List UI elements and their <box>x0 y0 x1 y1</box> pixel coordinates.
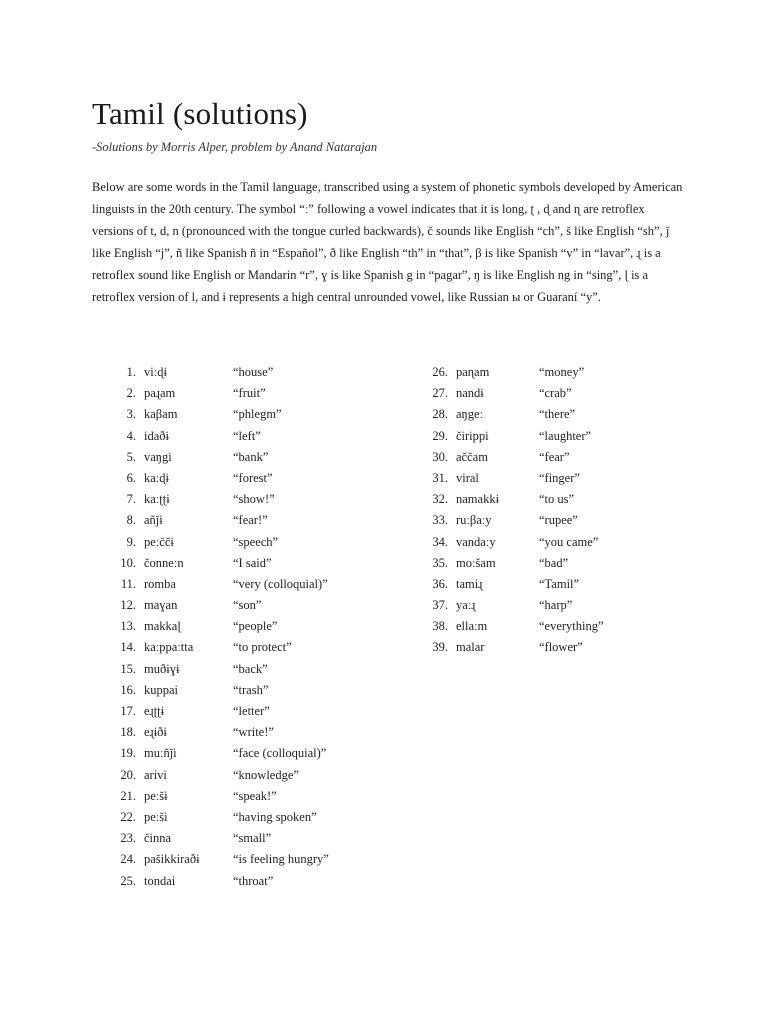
tamil-word: kuppai <box>144 682 179 697</box>
entry-number: 19. <box>120 746 136 761</box>
english-gloss: “Tamil” <box>539 576 580 591</box>
entry-number: 10. <box>120 555 136 570</box>
word-entry <box>108 722 329 743</box>
word-entry <box>108 765 329 786</box>
word-entry <box>420 426 604 447</box>
tamil-word: paɻam <box>144 386 176 401</box>
tamil-word: malar <box>456 640 485 655</box>
entry-number: 31. <box>432 470 448 485</box>
word-entry <box>108 489 329 510</box>
intro-paragraph: Below are some words in the Tamil language, transcribed using a system of phonetic symbols developed by American linguists in the 20th century. The symbol “ː” following a vowel indicates that it is long, ʈ , ɖ and ɳ are retroflex versions of t, d, n (pronounced with the tongue curled backwards), č sounds like English “ch”, š like English “sh”, ǰ like English “j”, ñ like Spanish ñ in “Español”, ð like English “th” in “that”, β is like Spanish “v” in “lavar”, ɻ is a retroflex sound like English or Mandarin “r”, ɣ is like Spanish g in “pagar”, ŋ is like English ng in “sing”, ɭ is a retroflex version of l, and ɨ represents a high central unrounded vowel, like Russian ы or Guaraní “y”. <box>92 180 683 304</box>
word-entry <box>108 532 329 553</box>
english-gloss: “to us” <box>539 492 575 507</box>
entry-number: 25. <box>120 873 136 888</box>
entry-number: 8. <box>126 513 136 528</box>
entry-number: 18. <box>120 725 136 740</box>
english-gloss: “house” <box>233 365 274 379</box>
entry-number: 36. <box>432 576 448 591</box>
entry-number: 37. <box>432 598 448 613</box>
word-entry <box>420 553 604 574</box>
tamil-word: maɣan <box>144 598 178 613</box>
english-gloss: “harp” <box>539 598 573 613</box>
tamil-word: ruːβaːy <box>456 513 492 528</box>
word-entry <box>420 637 604 658</box>
entry-number: 38. <box>432 619 448 634</box>
word-entry <box>420 447 604 468</box>
english-gloss: “bank” <box>233 449 269 464</box>
entry-number: 33. <box>432 513 448 528</box>
tamil-word: aŋgeː <box>456 407 484 422</box>
word-entry <box>108 553 329 574</box>
english-gloss: “having spoken” <box>233 809 317 824</box>
word-entry <box>108 362 329 383</box>
entry-number: 30. <box>432 449 448 464</box>
word-entry <box>420 532 604 553</box>
english-gloss: “rupee” <box>539 513 578 528</box>
english-gloss: “laughter” <box>539 428 592 443</box>
tamil-word: kaːʈʈɨ <box>144 492 170 507</box>
word-entry <box>108 468 329 489</box>
english-gloss: “write!” <box>233 725 274 740</box>
tamil-word: añǰɨ <box>144 513 163 528</box>
entry-number: 21. <box>120 788 136 803</box>
tamil-word: arivi <box>144 767 167 782</box>
english-gloss: “fruit” <box>233 386 266 401</box>
entry-number: 28. <box>432 407 448 422</box>
word-entry <box>108 637 329 658</box>
entry-number: 4. <box>126 428 136 443</box>
byline: -Solutions by Morris Alper, problem by Anand Natarajan <box>92 140 378 154</box>
word-entry <box>108 871 329 892</box>
tamil-word: aččam <box>456 449 488 464</box>
page-title: Tamil (solutions) <box>92 96 308 131</box>
word-entry <box>108 426 329 447</box>
tamil-word: muːñǰi <box>144 746 177 761</box>
word-entry <box>420 468 604 489</box>
word-entry <box>108 383 329 404</box>
word-entry <box>420 574 604 595</box>
entry-number: 14. <box>120 640 136 655</box>
english-gloss: “knowledge” <box>233 767 299 782</box>
tamil-word: muðɨɣɨ <box>144 661 180 676</box>
word-entry <box>108 659 329 680</box>
entry-number: 5. <box>126 449 136 464</box>
entry-number: 11. <box>120 576 136 591</box>
word-entry <box>108 807 329 828</box>
english-gloss: “speech” <box>233 534 279 549</box>
english-gloss: “everything” <box>539 619 604 634</box>
tamil-word: tamiɻ <box>456 576 483 591</box>
tamil-word: nandɨ <box>456 386 484 401</box>
entry-number: 20. <box>120 767 136 782</box>
tamil-word: vandaːy <box>456 534 496 549</box>
tamil-word: eɻʈʈɨ <box>144 704 165 718</box>
entry-number: 34. <box>432 534 448 549</box>
word-entry <box>108 849 329 870</box>
entry-number: 12. <box>120 598 136 613</box>
english-gloss: “trash” <box>233 682 269 697</box>
english-gloss: “flower” <box>539 640 583 655</box>
word-list-right-column <box>420 362 604 659</box>
english-gloss: “throat” <box>233 873 274 888</box>
word-entry <box>420 595 604 616</box>
tamil-word: paɳam <box>456 365 490 379</box>
word-entry <box>420 510 604 531</box>
entry-number: 35. <box>432 555 448 570</box>
tamil-word: idaðɨ <box>144 428 169 443</box>
word-entry <box>108 404 329 425</box>
word-entry <box>108 828 329 849</box>
tamil-word: čonneːn <box>144 555 184 570</box>
word-entry <box>108 510 329 531</box>
tamil-word: yaːɻ <box>456 598 476 613</box>
entry-number: 22. <box>120 809 136 824</box>
tamil-word: kaβam <box>144 407 178 422</box>
entry-number: 1. <box>126 365 136 379</box>
english-gloss: “very (colloquial)” <box>233 576 328 591</box>
entry-number: 26. <box>432 365 448 379</box>
entry-number: 9. <box>126 534 136 549</box>
tamil-word: činna <box>144 831 172 846</box>
english-gloss: “money” <box>539 365 585 379</box>
entry-number: 23. <box>120 831 136 846</box>
entry-number: 32. <box>432 492 448 507</box>
word-entry <box>108 574 329 595</box>
english-gloss: “speak!” <box>233 788 277 803</box>
tamil-word: kaːppaːtta <box>144 640 194 655</box>
tamil-word: tondai <box>144 873 176 888</box>
word-entry <box>420 362 604 383</box>
word-entry <box>108 701 329 722</box>
entry-number: 29. <box>432 428 448 443</box>
entry-number: 7. <box>126 492 136 507</box>
entry-number: 17. <box>120 704 136 718</box>
english-gloss: “letter” <box>233 704 270 718</box>
entry-number: 3. <box>126 407 136 422</box>
english-gloss: “face (colloquial)” <box>233 746 327 761</box>
english-gloss: “show!” <box>233 492 275 507</box>
entry-number: 16. <box>120 682 136 697</box>
word-entry <box>108 680 329 701</box>
english-gloss: “bad” <box>539 555 569 570</box>
entry-number: 39. <box>432 640 448 655</box>
tamil-word: peːši <box>144 809 168 824</box>
entry-number: 24. <box>120 852 136 867</box>
english-gloss: “son” <box>233 598 262 613</box>
word-entry <box>108 786 329 807</box>
english-gloss: “finger” <box>539 470 580 485</box>
english-gloss: “fear!” <box>233 513 268 528</box>
entry-number: 13. <box>120 619 136 634</box>
english-gloss: “there” <box>539 407 576 422</box>
tamil-word: peːšɨ <box>144 788 168 803</box>
tamil-word: moːšam <box>456 555 496 570</box>
english-gloss: “forest” <box>233 470 273 485</box>
word-entry <box>108 743 329 764</box>
tamil-word: peːččɨ <box>144 534 174 549</box>
english-gloss: “is feeling hungry” <box>233 852 329 867</box>
word-list-left-column <box>108 362 329 892</box>
english-gloss: “you came” <box>539 534 599 549</box>
tamil-word: namakkɨ <box>456 492 500 507</box>
word-entry <box>420 404 604 425</box>
entry-number: 15. <box>120 661 136 676</box>
english-gloss: “left” <box>233 428 261 443</box>
tamil-word: vaŋgi <box>144 449 172 464</box>
english-gloss: “people” <box>233 619 278 634</box>
word-entry <box>420 489 604 510</box>
entry-number: 6. <box>126 470 136 485</box>
english-gloss: “small” <box>233 831 272 846</box>
word-entry <box>108 616 329 637</box>
english-gloss: “phlegm” <box>233 407 282 422</box>
tamil-word: eɻɨðɨ <box>144 725 167 740</box>
english-gloss: “I said” <box>233 555 272 570</box>
english-gloss: “back” <box>233 661 268 676</box>
tamil-word: ellaːm <box>456 619 488 634</box>
tamil-word: pašikkiraðɨ <box>144 852 200 867</box>
entry-number: 2. <box>126 386 136 401</box>
word-entry <box>108 447 329 468</box>
word-entry <box>108 595 329 616</box>
word-entry <box>420 616 604 637</box>
tamil-word: čirippi <box>456 428 489 443</box>
tamil-word: viːɖɨ <box>144 365 167 379</box>
english-gloss: “fear” <box>539 449 570 464</box>
tamil-word: kaːɖɨ <box>144 470 169 485</box>
word-entry <box>420 383 604 404</box>
english-gloss: “crab” <box>539 386 572 401</box>
tamil-word: romba <box>144 576 176 591</box>
entry-number: 27. <box>432 386 448 401</box>
tamil-word: makkaɭ <box>144 619 181 634</box>
tamil-word: viral <box>456 470 479 485</box>
english-gloss: “to protect” <box>233 640 292 655</box>
